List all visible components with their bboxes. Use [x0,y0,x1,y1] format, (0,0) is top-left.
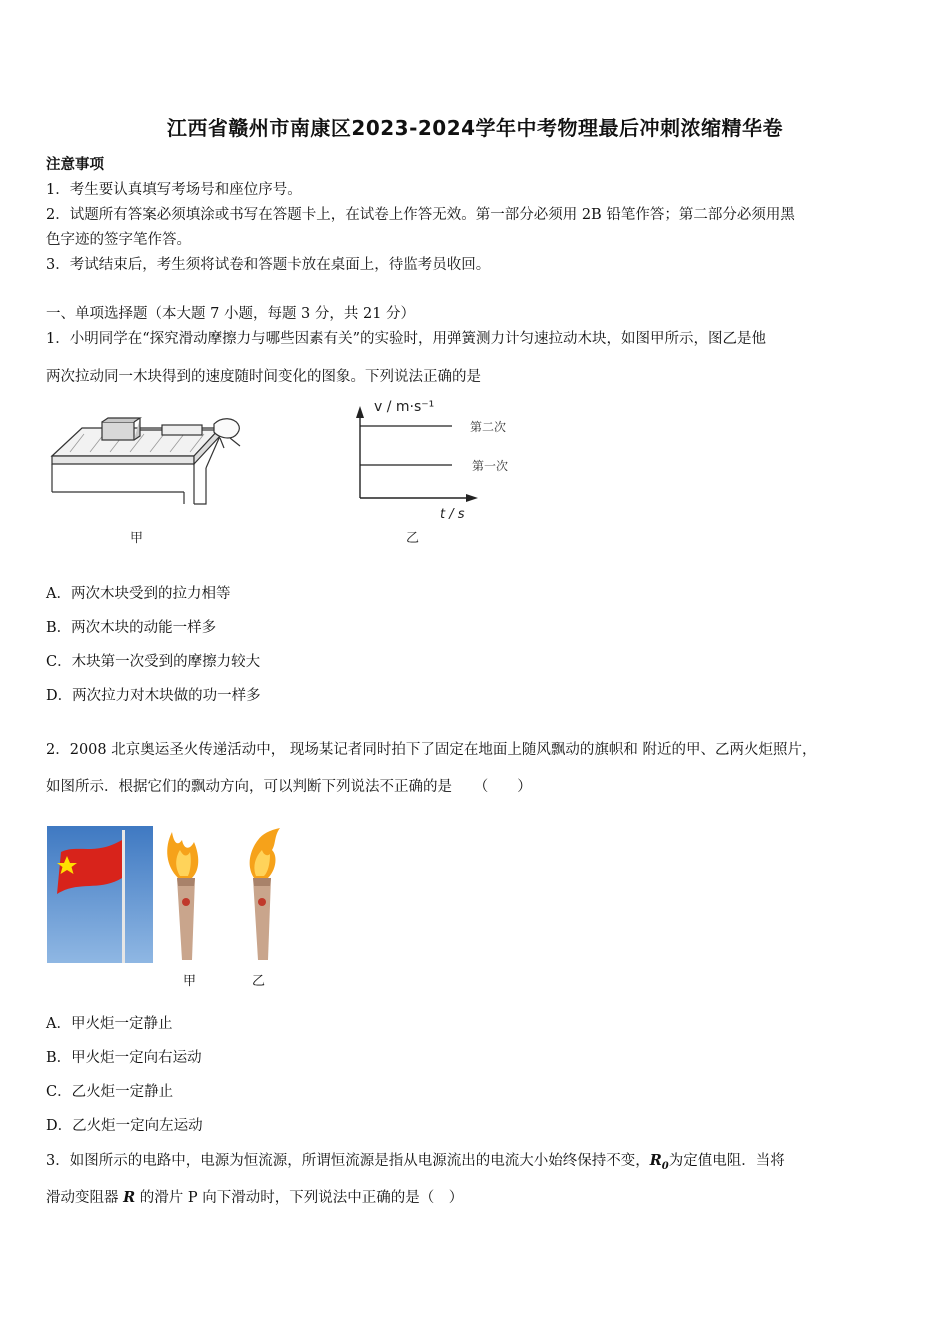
q2-flag-photo [47,826,153,963]
q1-figure-jia [44,408,254,548]
q1-graph-line-first: 第一次 [472,459,509,473]
q1-figure-yi [340,394,540,550]
q1-option-c[interactable]: C．木块第一次受到的摩擦力较大 [46,654,261,670]
q2-stem-line1: 2．2008 北京奥运圣火传递活动中， 现场某记者同时拍下了固定在地面上随风飘动的旗帜和 附近的甲、乙两火炬照片， [46,742,817,758]
notice-item-3: 3．考试结束后，考生须将试卷和答题卡放在桌面上，待监考员收回。 [46,257,491,273]
q3-stem-line1a: 3．如图所示的电路中，电源为恒流源，所谓恒流源是指从电源流出的电流大小始终保持不变， [46,1153,650,1169]
notice-item-2: 2．试题所有答案必须填涂或书写在答题卡上，在试卷上作答无效。第一部分必须用 2B 铅笔作答；第二部分必须用黑 [46,207,795,223]
q1-graph-xlabel: t / s [440,507,465,522]
q2-torch-yi-label: 乙 [252,974,266,989]
q1-graph-ylabel: v / m·s⁻¹ [374,399,435,415]
q1-option-b[interactable]: B．两次木块的动能一样多 [46,620,217,636]
q1-stem-line2: 两次拉动同一木块得到的速度随时间变化的图象。下列说法正确的是 [46,369,481,385]
q1-stem-line1: 1．小明同学在“探究滑动摩擦力与哪些因素有关”的实验时，用弹簧测力计匀速拉动木块，如图甲所示，图乙是他 [46,331,767,347]
q2-stem-line2: 如图所示．根据它们的飘动方向，可以判断下列说法不正确的是 （ ） [46,779,532,795]
notice-heading: 注意事项 [46,156,104,173]
section-heading: 一、单项选择题（本大题 7 小题，每题 3 分，共 21 分） [46,306,416,322]
q1-graph-line-second: 第二次 [470,420,507,434]
q3-r0-sub: 0 [661,1160,669,1172]
q2-option-b[interactable]: B．甲火炬一定向右运动 [46,1050,202,1066]
q2-option-a[interactable]: A．甲火炬一定静止 [46,1016,173,1032]
q1-fig-jia-label: 甲 [130,531,144,546]
q2-torch-yi [236,826,286,966]
q3-stem-line2 [46,1186,463,1207]
page-title: 江西省赣州市南康区2023-2024学年中考物理最后冲刺浓缩精华卷 [166,116,784,140]
q3-r-symbol: R [123,1189,136,1206]
q3-stem-line1b: 为定值电阻．当将 [668,1153,785,1169]
q1-fig-yi-label: 乙 [406,531,420,546]
notice-item-2-cont: 色字迹的签字笔作答。 [46,232,191,248]
q1-option-a[interactable]: A．两次木块受到的拉力相等 [46,586,231,602]
q2-option-c[interactable]: C．乙火炬一定静止 [46,1084,174,1100]
q3-r0-letter: R [649,1152,662,1169]
q3-r0-symbol [649,1152,669,1172]
q1-option-d[interactable]: D．两次拉力对木块做的功一样多 [46,688,261,704]
q2-torch-jia-label: 甲 [183,974,197,989]
q3-stem-line2b: 的滑片 P 向下滑动时，下列说法中正确的是（ ） [135,1190,464,1206]
q3-stem-line1 [46,1149,785,1172]
notice-item-1: 1．考生要认真填写考场号和座位序号。 [46,182,302,198]
q3-stem-line2a: 滑动变阻器 [46,1190,124,1206]
q2-option-d[interactable]: D．乙火炬一定向左运动 [46,1118,203,1134]
q2-torch-jia [160,826,210,966]
